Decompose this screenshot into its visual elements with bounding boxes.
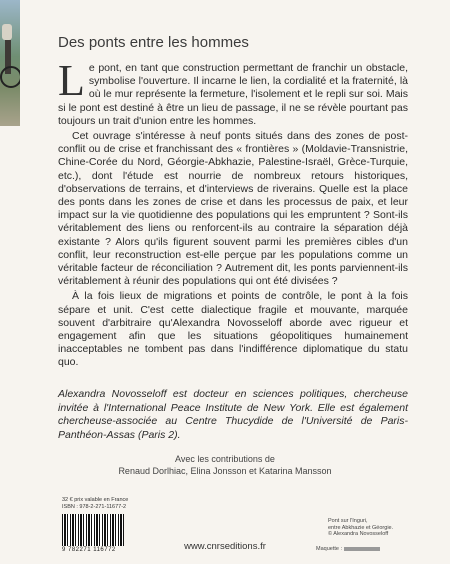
- maquette-credit: [316, 546, 380, 552]
- publisher-website: www.cnrseditions.fr: [184, 541, 266, 552]
- maquette-label: Maquette :: [316, 546, 342, 552]
- bicycle-wheel: [0, 66, 20, 88]
- credit-line-2: entre Abkhazie et Géorgie.: [328, 524, 394, 531]
- contributions-intro: Avec les contributions de: [175, 454, 275, 464]
- author-bio: Alexandra Novosseloff est docteur en sciences politiques, chercheuse invitée à l'International Peace Institute de New York. Elle est également chercheuse-associée au Centre Thucydide de l'Université de Paris-Panthéon-Assas (Paris 2).: [58, 388, 408, 441]
- price-text: 32 € prix valable en France: [62, 497, 129, 503]
- drop-cap: L: [58, 56, 85, 105]
- cover-photo-strip: [0, 0, 20, 126]
- book-title: Des ponts entre les hommes: [58, 34, 249, 51]
- contributors-names: Renaud Dorlhiac, Elina Jonsson et Katarina Mansson: [118, 466, 332, 476]
- isbn-text: ISBN : 978-2-271-11677-2: [62, 503, 127, 510]
- paragraph-2: Cet ouvrage s'intéresse à neuf ponts situés dans des zones de post-conflit ou de crise et franchissant des « frontières » (Moldavie-Transnistrie, Chine-Corée du Nord, Géorgie-Abkhazie, Palestine-Israël, Grèce-Turquie, etc.), dont l'étude est nourrie de nombreux retours historiques, d'observations de terrains, et d'interviews de riverains. Quelle est la place des ponts dans les zones de crise et dans les processus de paix, et leur impact sur la vie quotidienne des populations qui les empruntent ? Sont-ils véritablement des liens ou renforcent-ils au contraire la séparation déjà existante ? Alors qu'ils figurent souvent parmi les premières cibles d'un conflit, leur reconstruction est-elle perçue par les populations comme un véritable facteur de réconciliation ? Autrement dit, les ponts parviennent-ils véritablement à réunir des populations qui ont été divisées ?: [58, 130, 408, 288]
- credit-line-3: © Alexandra Novosseloff: [328, 531, 389, 537]
- paragraph-3: À la fois lieux de migrations et points de contrôle, le pont à la fois sépare et unit. C'est cette dialectique fragile et mouvante, marquée souvent d'arbitraire qu'Alexandra Novosseloff aborde avec rigueur et engagement afin que les situations géopolitiques humainement inacceptables ne tombent pas dans l'indifférence diplomatique du statu quo.: [58, 290, 408, 369]
- photo-credit: [328, 518, 418, 538]
- blurb-text: [58, 56, 408, 372]
- paragraph-1-text: e pont, en tant que construction permettant de franchir un obstacle, symbolise l'ouverture. Il incarne le lien, la cordialité et la fraternité, là où le mur représente la fermeture, l'isolement et le repli sur soi. Mais si le pont est destiné à être un lieu de passage, il ne se révèle pourtant pas toujours un trait d'union entre les hommes.: [58, 62, 408, 127]
- cyclist-figure: [2, 24, 12, 40]
- paragraph-1: [58, 56, 408, 128]
- credit-line-1: Pont sur l'Inguri,: [328, 518, 368, 524]
- designer-logo-icon: [344, 547, 380, 551]
- barcode-digits: 9 782271 116772: [62, 547, 116, 553]
